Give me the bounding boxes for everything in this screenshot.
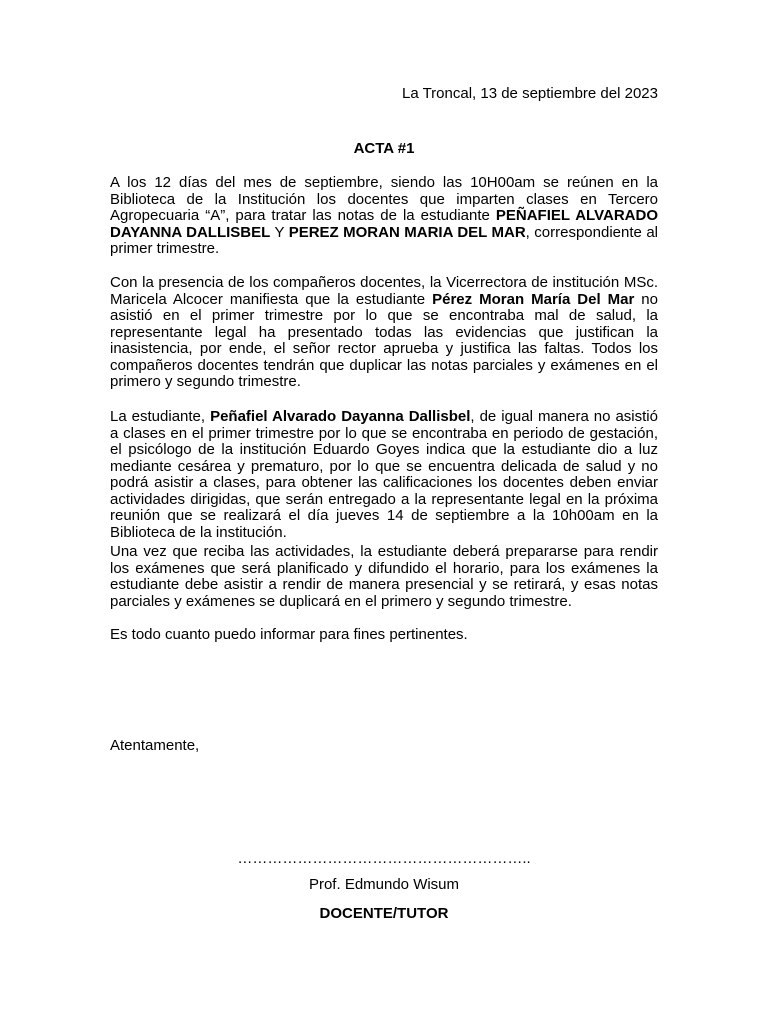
signer-name: Prof. Edmundo Wisum bbox=[308, 876, 460, 893]
paragraph-text: no asistió en el primer trimestre por lo que se encontraba mal de salud, la representante legal ha presentado todas las evidencias que justifican la inasistencia, por ende, el señor rector aprueba y justifica las faltas. Todos los compañeros docentes tendrán que duplicar las notas parciales y exámenes en el primero y segundo trimestre. bbox=[110, 290, 658, 390]
paragraph-perez bbox=[110, 275, 658, 391]
paragraph-text: , de igual manera no asistió a clases en el primer trimestre por lo que se encontraba en periodo de gestación, el psicólogo de la institución Eduardo Goyes indica que la estudiante dio a luz mediante cesárea y prematuro, por lo que se encuentra delicada de salud y no podrá asistir a clases, para obtener las calificaciones los docentes deben enviar actividades dirigidas, que serán entregado a la representante legal en la próxima reunión que se realizará el día jueves 14 de septiembre a la 10h00am en la Biblioteca de la institución. bbox=[110, 408, 658, 541]
paragraph-text: A los 12 días del mes de septiembre, siendo las 10H00am se reúnen en la Biblioteca de la Institución los docentes que imparten clases en Tercero Agropecuaria “A”, para tratar las notas de la estudiante bbox=[110, 174, 658, 224]
closing-salutation: Atentamente, bbox=[110, 737, 200, 754]
student-name-bold: Pérez Moran María Del Mar bbox=[432, 290, 635, 308]
paragraph-penafiel bbox=[110, 409, 658, 541]
date-line: La Troncal, 13 de septiembre del 2023 bbox=[401, 85, 658, 102]
paragraph-closing-statement: Es todo cuanto puedo informar para fines pertinentes. bbox=[110, 626, 468, 643]
paragraph-text: Y bbox=[270, 223, 289, 241]
document-title: ACTA #1 bbox=[353, 140, 415, 157]
paragraph-text: Con la presencia de los compañeros docentes, la Vicerrectora de institución MSc. Maricela Alcocer manifiesta que la estudiante bbox=[110, 274, 658, 308]
paragraph-meeting bbox=[110, 175, 658, 258]
signer-role: DOCENTE/TUTOR bbox=[319, 905, 449, 922]
student-name-bold: Peñafiel Alvarado Dayanna Dallisbel bbox=[210, 408, 471, 425]
paragraph-activities: Una vez que reciba las actividades, la estudiante deberá prepararse para rendir los exámenes que será planificado y difundido el horario, para los exámenes la estudiante debe asistir a rendir de manera presencial y se retirará, y esas notas parciales y exámenes se duplicará en el primero y segundo trimestre. bbox=[110, 543, 658, 610]
document-page bbox=[110, 0, 658, 1024]
paragraph-text: La estudiante, bbox=[110, 408, 211, 425]
signature-line: ………………………………………………….. bbox=[237, 850, 531, 867]
student-name-bold: PEÑAFIEL ALVARADO DAYANNA DALLISBEL bbox=[110, 207, 658, 241]
student-name-bold: PEREZ MORAN MARIA DEL MAR bbox=[288, 223, 526, 241]
paragraph-text: , correspondiente al primer trimestre. bbox=[110, 223, 658, 257]
